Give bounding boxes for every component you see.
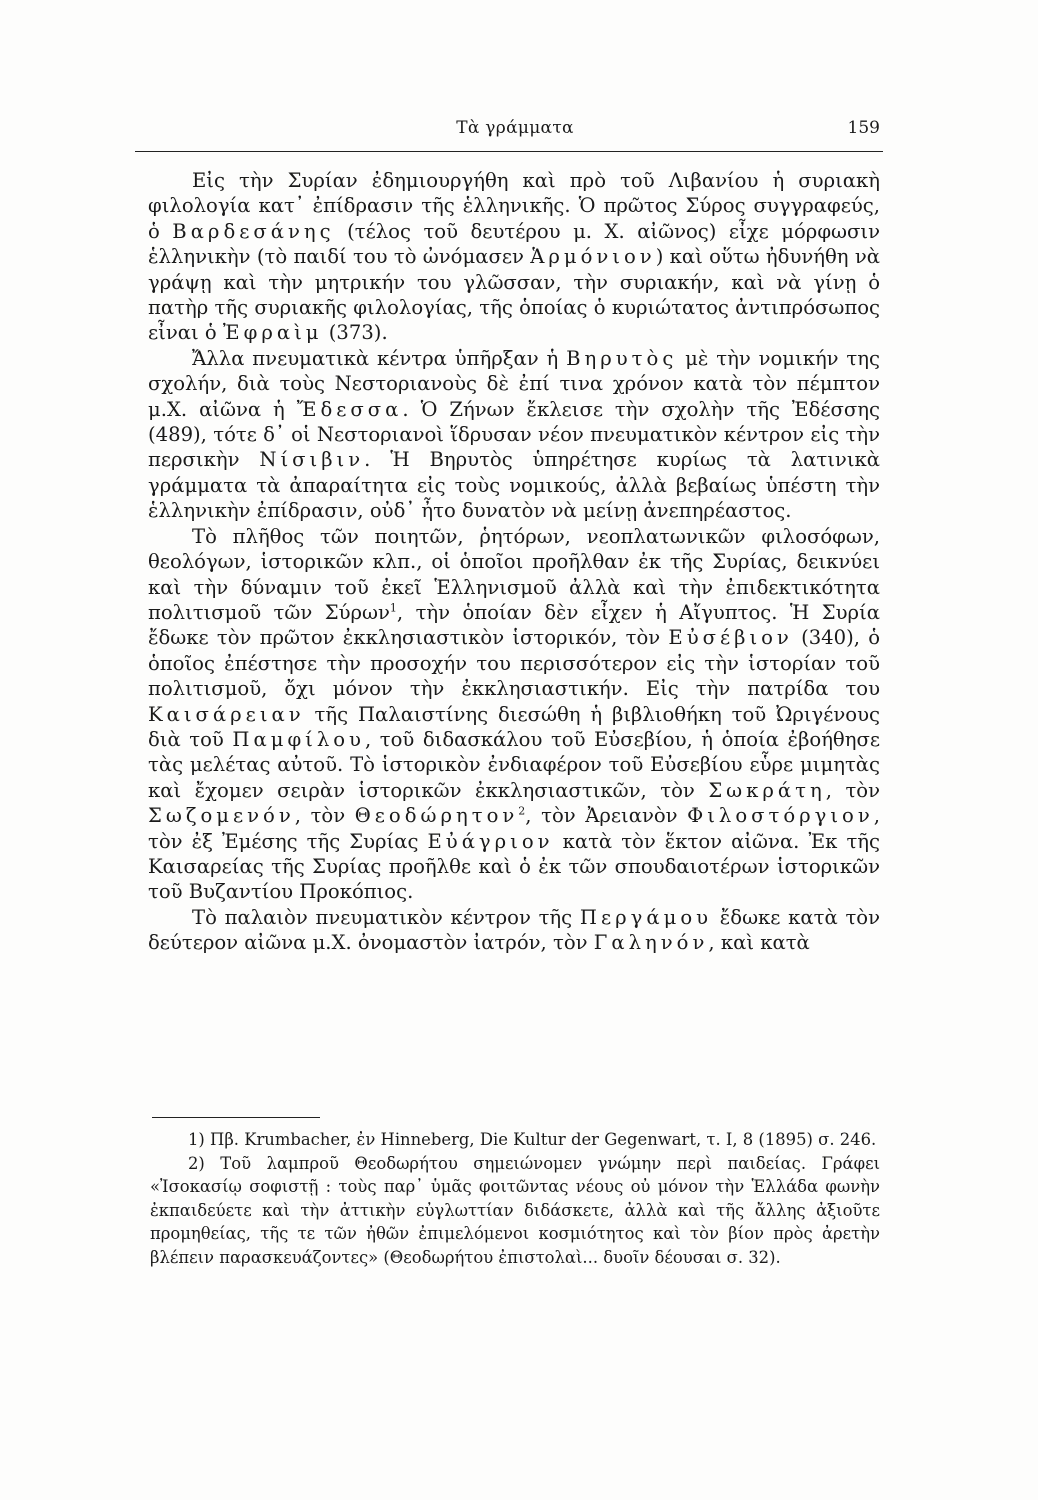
text-run: (340), ὁ ὁποῖος ἐπέστησε τὴν προσοχήν του περισσότερον εἰς τὴν ἱστορίαν τοῦ πολιτισμοῦ, ὄχι μόνον τὴν ἐκκλησιαστικήν. Εἰς τὴν πατρίδα του (148, 626, 881, 701)
spaced-name: Ἐφραὶμ (222, 321, 323, 345)
footnote-2: 2) Τοῦ λαμπροῦ Θεοδωρήτου σημειώνομεν γνώμην περὶ παιδείας. Γράφει «Ἰσοκασίῳ σοφιστῇ : τοὺς παρ᾿ ὑμᾶς φοιτῶντας νέους οὐ μόνον τὴν Ἑλλάδα φωνὴν ἐκπαιδεύετε καὶ τὴν ἀττικὴν εὐγλωττίαν διδάσκετε, ἀλλὰ καὶ τῆς ἄλλης ἀξιοῦτε προμηθείας, τῆς τε τῶν ἠθῶν ἐπιμελόμενοι κοσμιότητος καὶ τὸν βίον πρὸς ἀρετὴν βλέπειν παρασκευάζοντες» (Θεοδωρήτου ἐπιστολαὶ... δυοῖν δέουσαι σ. 32). (150, 1153, 880, 1267)
text-run: , τὸν Ἀρειανὸν (525, 804, 688, 828)
spaced-name: Εὐάγριον (427, 829, 554, 853)
text-run: τῆς Παλαιστίνης διεσώθη ἡ βιβλιοθήκη τοῦ Ὠριγένους διὰ τοῦ (148, 702, 880, 751)
body-text (148, 168, 880, 956)
paragraph-2 (148, 346, 880, 524)
footnote-1: 1) Πβ. Krumbacher, ἐν Hinneberg, Die Kultur der Gegenwart, τ. I, 8 (1895) σ. 246. (188, 1130, 877, 1149)
spaced-name: Σωκράτη (708, 778, 826, 802)
footnote-rule (152, 1117, 320, 1118)
text-run: Ἄλλα πνευματικὰ κέντρα ὑπῆρξαν ἡ (192, 346, 567, 370)
text-run: μὲ τὴν νομικήν της σχολήν, διὰ τοὺς Νεστοριανοὺς δὲ ἐπί τινα χρόνον κατὰ τὸν πέμπτον μ.Χ. αἰῶνα ἡ (148, 346, 880, 421)
spaced-name: Καισάρειαν (148, 702, 305, 726)
spaced-name: Γαληνόν (593, 931, 709, 955)
text-run: Εἰς τὴν Συρίαν ἐδημιουργήθη καὶ πρὸ τοῦ Λιβανίου ἡ συριακὴ φιλολογία κατ᾿ ἐπίδρασιν τῆς ἑλληνικῆς. Ὁ πρῶτος Σύρος συγγραφεύς, ὁ (148, 169, 880, 243)
footnote-marker: 2 (518, 804, 526, 818)
running-title: Τὰ γράμματα (456, 118, 574, 138)
page-number: 159 (847, 118, 880, 138)
spaced-name: Βηρυτὸς (566, 346, 678, 370)
header-rule (135, 151, 883, 152)
text-run: , τὸν (294, 804, 355, 828)
spaced-name: Βαρδεσάνης (172, 219, 335, 243)
footnote-marker: 1 (389, 601, 397, 615)
paragraph-4 (148, 905, 880, 956)
spaced-name: Παμφίλου (232, 727, 365, 751)
text-run: . Ὁ Ζήνων ἔκλεισε τὴν σχολὴν τῆς Ἐδέσσης (489), τότε δ᾿ οἱ Νεστοριανοὶ ἵδρυσαν νέον πνευματικὸν κέντρον εἰς τὴν περσικὴν (148, 397, 880, 472)
running-head (150, 118, 880, 142)
spaced-name: Σωζομενόν (148, 804, 295, 828)
text-run: Τὸ παλαιὸν πνευματικὸν κέντρον τῆς (192, 905, 580, 929)
paragraph-3 (148, 524, 880, 905)
text-run: , καὶ κατὰ (708, 931, 810, 955)
spaced-name: Νίσιβιν (259, 448, 365, 472)
text-run: , τοῦ διδασκάλου τοῦ Εὐσεβίου, ἡ ὁποία ἐβοήθησε τὰς μελέτας αὐτοῦ. Τὸ ἱστορικὸν ἐνδιαφέρον τοῦ Εὐσεβίου εὗρε μιμητὰς καὶ ἔχομεν σειρὰν ἱστορικῶν ἐκκλησιαστικῶν, τὸν (148, 727, 880, 802)
text-run: ἔδωκε κατὰ τὸν δεύτερον αἰῶνα μ.Χ. ὀνομαστὸν ἰατρόν, τὸν (148, 905, 880, 955)
spaced-name: Ἁρμόνιον (530, 245, 656, 269)
text-run: , τὸν ἐξ Ἐμέσης τῆς Συρίας (148, 804, 880, 853)
spaced-name: Εὐσέβιον (668, 626, 793, 650)
text-run: . Ἡ Βηρυτὸς ὑπηρέτησε κυρίως τὰ λατινικὰ γράμματα τὰ ἀπαραίτητα εἰς τοὺς νομικούς, ἀλλὰ βεβαίως ὑπέστη τὴν ἑλληνικὴν ἐπίδρασιν, οὐδ᾿ ἦτο δυνατὸν νὰ μείνῃ ἀνεπηρέαστος. (148, 448, 880, 523)
text-run: Τὸ πλῆθος τῶν ποιητῶν, ῥητόρων, νεοπλατωνικῶν φιλοσόφων, θεολόγων, ἱστορικῶν κλπ., οἱ ὁποῖοι προῆλθαν ἐκ τῆς Συρίας, δεικνύει καὶ τὴν δύναμιν τοῦ ἐκεῖ Ἑλληνισμοῦ ἀλλὰ καὶ τὴν ἐπιδεκτικότητα πολιτισμοῦ τῶν Σύρων (148, 524, 880, 624)
text-run: ) καὶ οὕτω ἠδυνήθη νὰ γράψῃ καὶ τὴν μητρικήν του γλῶσσαν, τὴν συριακήν, καὶ νὰ γίνῃ ὁ πατὴρ τῆς συριακῆς φιλολογίας, τῆς ὁποίας ὁ κυριώτατος ἀντιπρόσωπος εἶναι ὁ (148, 245, 880, 345)
spaced-name: Περγάμου (579, 905, 713, 929)
text-run: (373). (322, 321, 388, 345)
paragraph-1 (148, 168, 880, 346)
footnotes (150, 1128, 880, 1270)
spaced-name: Ἔδεσσα (296, 397, 403, 421)
text-run: κατὰ τὸν ἕκτον αἰῶνα. Ἐκ τῆς Καισαρείας τῆς Συρίας προῆλθε καὶ ὁ ἐκ τῶν σπουδαιοτέρων ἱστορικῶν τοῦ Βυζαντίου Προκόπιος. (148, 829, 880, 904)
text-run: , τὸν (825, 778, 880, 802)
spaced-name: Θεοδώρητον (354, 804, 519, 828)
text-run: , τὴν ὁποίαν δὲν εἶχεν ἡ Αἴγυπτος. Ἡ Συρία ἔδωκε τὸν πρῶτον ἐκκλησιαστικὸν ἱστορικόν, τὸν (148, 600, 880, 650)
spaced-name: Φιλοστόργιον (687, 804, 874, 828)
text-run: (τέλος τοῦ δευτέρου μ. Χ. αἰῶνος) εἶχε μόρφωσιν ἑλληνικὴν (τὸ παιδί του τὸ ὠνόμασεν (148, 219, 880, 269)
